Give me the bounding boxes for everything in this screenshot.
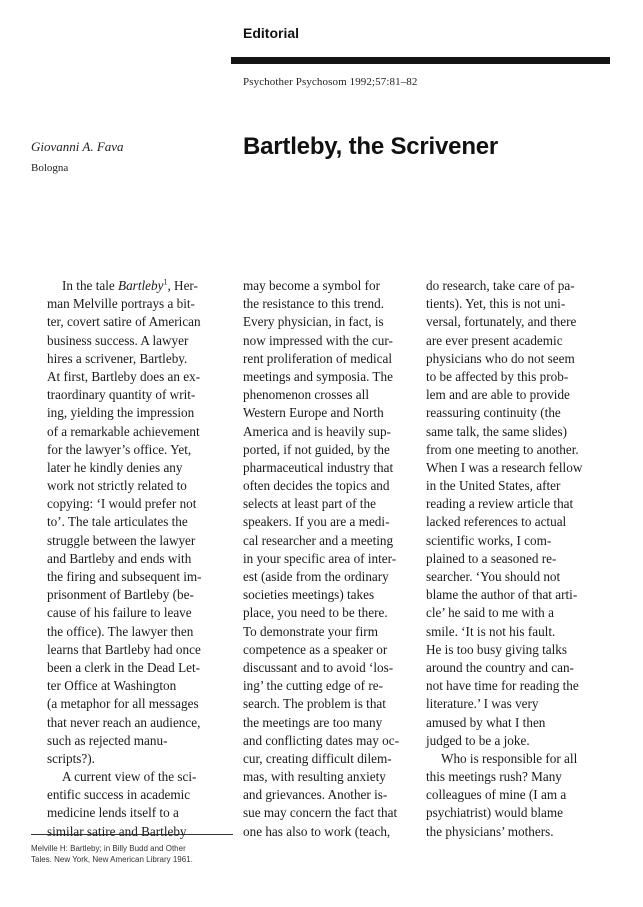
header-rule <box>231 57 610 64</box>
column-line: place, you need to be there. <box>243 605 388 621</box>
author-affiliation: Bologna <box>31 162 69 174</box>
column-line: Every physician, in fact, is <box>243 314 384 330</box>
column-line: lem and are able to provide <box>426 387 570 403</box>
column-line: pharmaceutical industry that <box>243 459 394 475</box>
column-line: A current view of the sci- <box>62 769 197 785</box>
column-line: this meetings rush? Many <box>426 769 562 785</box>
column-line: prisonment of Bartleby (be- <box>47 587 194 603</box>
column-line: hires a scrivener, Bartleby. <box>47 350 188 366</box>
body-column-3 <box>426 277 616 841</box>
column-line: similar satire and Bartleby <box>47 823 187 839</box>
column-line: scripts?). <box>47 750 95 766</box>
column-line: of a remarkable achievement <box>47 423 200 439</box>
column-line: mas, with resulting anxiety <box>243 769 386 785</box>
tale-title: Bartleby <box>118 278 164 293</box>
column-line: the office). The lawyer then <box>47 623 194 639</box>
column-line: He is too busy giving talks <box>426 641 568 657</box>
column-line: At first, Bartleby does an ex- <box>47 368 201 384</box>
column-line: often decides the topics and <box>243 478 390 494</box>
column-line: same talk, the same slides) <box>426 423 567 439</box>
column-line: searcher. ‘You should not <box>426 569 561 584</box>
column-line: In the tale Bartleby$^1$, Her- <box>62 277 198 293</box>
column-line: rent proliferation of medical <box>243 350 393 366</box>
column-line: do research, take care of pa- <box>426 278 575 293</box>
column-line: learns that Bartleby had once <box>47 641 201 657</box>
column-line: struggle between the lawyer <box>47 532 196 548</box>
column-line: judged to be a joke. <box>426 732 530 748</box>
column-line: cal researcher and a meeting <box>243 532 394 548</box>
body-column-1 <box>47 277 237 841</box>
column-line: Western Europe and North <box>243 405 384 421</box>
column-line: such as rejected manu- <box>47 732 168 748</box>
column-line: cle’ he said to me with a <box>426 605 554 621</box>
column-line: America and is heavily sup- <box>243 423 391 439</box>
column-line: societies meetings) takes <box>243 587 375 603</box>
column-line: ported, if not guided, by the <box>243 441 390 457</box>
body-column-2 <box>243 277 423 841</box>
column-line: selects at least part of the <box>243 496 376 512</box>
column-line: to be affected by this prob- <box>426 368 569 384</box>
column-line: later he kindly denies any <box>47 459 183 475</box>
column-line: literature.’ I was very <box>426 696 539 712</box>
column-line: ing, yielding the impression <box>47 405 195 421</box>
column-line: business success. A lawyer <box>47 332 189 348</box>
column-line: competence as a speaker or <box>243 641 388 657</box>
column-line: ter, covert satire of American <box>47 314 201 330</box>
column-line: work not strictly related to <box>47 478 187 494</box>
footnote-line: Melville H: Bartleby; in Billy Budd and Other <box>31 844 186 853</box>
column-line: the physicians’ mothers. <box>426 823 554 839</box>
column-line: reading a review article that <box>426 496 574 512</box>
column-line: around the country and can- <box>426 659 574 675</box>
column-line: man Melville portrays a bit- <box>47 296 195 312</box>
journal-citation: Psychother Psychosom 1992;57:81–82 <box>243 76 418 88</box>
column-line: entific success in academic <box>47 787 191 803</box>
column-line: in the United States, after <box>426 478 561 494</box>
column-line: lacked references to actual <box>426 514 567 530</box>
column-line: are ever present academic <box>426 332 563 348</box>
column-line: that never reach an audience, <box>47 714 201 730</box>
column-line: now impressed with the cur- <box>243 332 393 348</box>
column-line: ter Office at Washington <box>47 678 177 694</box>
column-line: one has also to work (teach, <box>243 823 391 839</box>
column-line: speakers. If you are a medi- <box>243 514 390 530</box>
column-line: ing’ the cutting edge of re- <box>243 678 384 694</box>
footnote-marker: 1 <box>163 277 168 287</box>
column-line: traordinary quantity of writ- <box>47 387 196 403</box>
column-line: the resistance to this trend. <box>243 296 384 312</box>
column-line: amused by what I then <box>426 714 546 730</box>
column-line: to’. The tale articulates the <box>47 514 188 530</box>
column-line: meetings and symposia. The <box>243 368 393 384</box>
column-line: in your specific area of inter- <box>243 550 397 566</box>
author-name: Giovanni A. Fava <box>31 139 124 154</box>
column-line: colleagues of mine (I am a <box>426 787 567 803</box>
column-line: the firing and subsequent im- <box>47 569 202 584</box>
column-line: discussant and to avoid ‘los- <box>243 659 394 675</box>
column-line: the meetings are too many <box>243 714 383 730</box>
column-line: reassuring continuity (the <box>426 405 561 421</box>
column-line: blame the author of that arti- <box>426 587 578 603</box>
section-label: Editorial <box>243 25 300 41</box>
article-title: Bartleby, the Scrivener <box>243 133 499 160</box>
column-line: scientific works, I com- <box>426 532 552 548</box>
column-line: been a clerk in the Dead Let- <box>47 659 201 675</box>
column-line: for the lawyer’s office. Yet, <box>47 441 192 457</box>
column-line: phenomenon crosses all <box>243 387 369 403</box>
column-line: search. The problem is that <box>243 696 386 712</box>
column-line: from one meeting to another. <box>426 441 579 457</box>
column-line: psychiatrist) would blame <box>426 805 563 821</box>
column-line: and conflicting dates may oc- <box>243 732 399 748</box>
column-line: and Bartleby and ends with <box>47 550 192 566</box>
footnote-line: Tales. New York, New American Library 1961. <box>31 855 193 864</box>
column-line: cause of his failure to leave <box>47 605 192 621</box>
column-line: sue may concern the fact that <box>243 805 398 821</box>
footnote <box>31 843 241 865</box>
column-line: Who is responsible for all <box>441 750 578 766</box>
column-line: not have time for reading the <box>426 678 579 694</box>
column-line: cur, creating difficult dilem- <box>243 750 392 766</box>
column-line: tients). Yet, this is not uni- <box>426 296 566 312</box>
column-line: and grievances. Another is- <box>243 787 388 803</box>
column-line: plained to a seasoned re- <box>426 550 557 566</box>
column-line: When I was a research fellow <box>426 459 583 475</box>
column-line: medicine lends itself to a <box>47 805 179 821</box>
column-line: (a metaphor for all messages <box>47 696 199 712</box>
column-line: copying: ‘I would prefer not <box>47 496 197 512</box>
column-line: physicians who do not seem <box>426 350 575 366</box>
column-line: To demonstrate your firm <box>243 623 378 639</box>
column-line: est (aside from the ordinary <box>243 569 389 584</box>
column-line: smile. ‘It is not his fault. <box>426 623 556 639</box>
footnote-rule <box>31 834 233 835</box>
column-line: versal, fortunately, and there <box>426 314 577 330</box>
column-line: may become a symbol for <box>243 278 380 293</box>
